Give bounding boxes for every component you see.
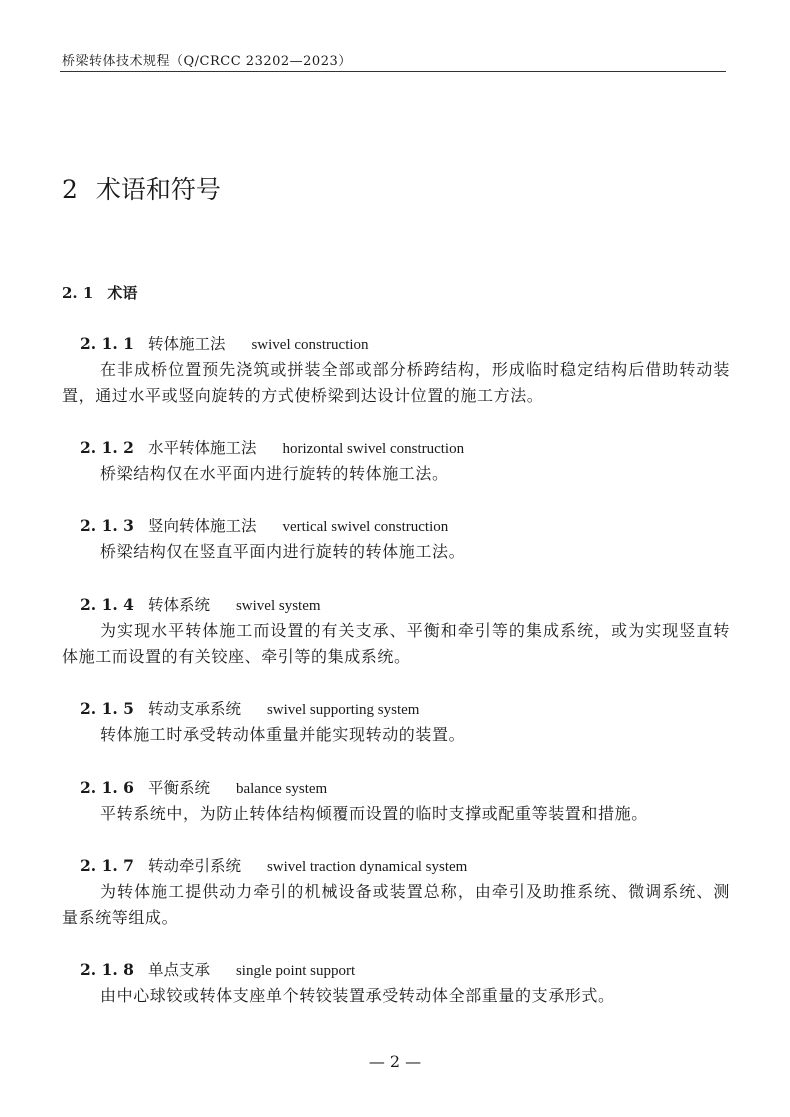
term-chinese: 转体系统 [147,596,210,614]
term-chinese: 平衡系统 [147,779,210,797]
term-number: 2. 1. 4 [80,595,134,614]
term-definition: 桥梁结构仅在水平面内进行旋转的转体施工法。 [100,464,449,483]
term-entry [62,593,730,670]
term-number: 2. 1. 2 [80,438,134,457]
term-heading [62,697,730,722]
term-definition: 在非成桥位置预先浇筑或拼装全部或部分桥跨结构，形成临时稳定结构后借助转动装置，通过水平或竖向旋转的方式使桥梁到达设计位置的施工方法。 [62,360,730,405]
term-entry [62,514,730,565]
term-english: swivel supporting system [266,702,420,718]
term-entry [62,854,730,931]
running-header: 桥梁转体技术规程（Q/CRCC 23202—2023） [62,54,352,69]
term-english: swivel traction dynamical system [266,859,468,875]
term-definition: 为实现水平转体施工而设置的有关支承、平衡和牵引等的集成系统，或为实现竖直转体施工而设置的有关铰座、牵引等的集成系统。 [62,621,730,666]
term-chinese: 水平转体施工法 [147,439,257,457]
term-entry [62,332,730,409]
term-heading [62,958,730,983]
section-number: 2. 1 [62,284,94,302]
term-chinese: 转动牵引系统 [147,857,241,875]
term-chinese: 单点支承 [147,961,210,979]
term-chinese: 转体施工法 [147,335,226,353]
term-english: balance system [235,781,328,797]
term-english: horizontal swivel construction [282,441,465,457]
term-heading [62,854,730,879]
term-heading [62,593,730,618]
term-heading [62,776,730,801]
term-english: single point support [235,963,356,979]
term-entry [62,958,730,1009]
term-entry [62,776,730,827]
term-english: swivel system [235,598,321,614]
term-definition: 由中心球铰或转体支座单个转铰装置承受转动体全部重量的支承形式。 [100,986,615,1005]
term-chinese: 竖向转体施工法 [147,517,257,535]
page-number: — 2 — [368,1052,422,1071]
term-number: 2. 1. 3 [80,516,134,535]
term-entry [62,697,730,748]
term-number: 2. 1. 7 [80,856,134,875]
term-entry [62,436,730,487]
term-number: 2. 1. 5 [80,699,134,718]
section-title-text: 术语 [107,284,138,302]
chapter-title-text: 术语和符号 [95,175,221,204]
term-definition: 为转体施工提供动力牵引的机械设备或装置总称，由牵引及助推系统、微调系统、测量系统等组成。 [62,882,730,927]
section-title [62,282,137,303]
chapter-title [62,170,221,206]
term-number: 2. 1. 8 [80,960,134,979]
term-number: 2. 1. 1 [80,334,134,353]
term-heading [62,514,730,539]
term-english: vertical swivel construction [282,519,449,535]
term-english: swivel construction [251,337,369,353]
term-definition: 转体施工时承受转动体重量并能实现转动的装置。 [100,725,466,744]
chapter-number: 2 [62,175,78,204]
term-definition: 平转系统中，为防止转体结构倾覆而设置的临时支撑或配重等装置和措施。 [100,804,648,823]
header-rule [60,71,726,72]
term-chinese: 转动支承系统 [147,700,241,718]
term-heading [62,332,730,357]
term-heading [62,436,730,461]
term-definition: 桥梁结构仅在竖直平面内进行旋转的转体施工法。 [100,542,466,561]
term-number: 2. 1. 6 [80,778,134,797]
